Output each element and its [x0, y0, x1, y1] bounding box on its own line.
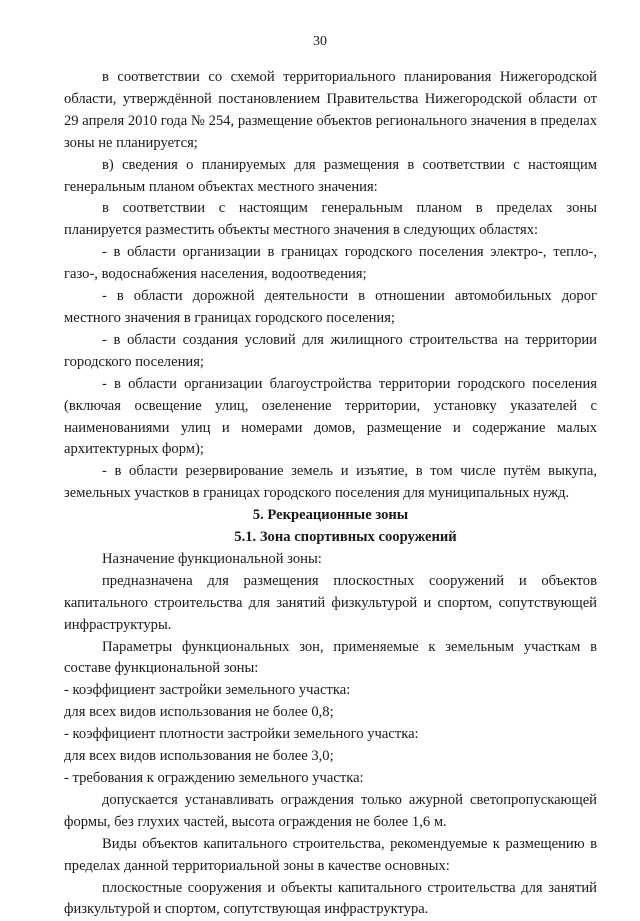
list-item: - коэффициент застройки земельного участка:: [64, 682, 351, 699]
list-item: - в области дорожной деятельности в отношении автомобильных дорог местного значения в границах городского поселения;: [64, 288, 597, 326]
list-item: - в области организации в границах городского поселения электро-, тепло-, газо-, водоснабжения населения, водоотведения;: [64, 244, 597, 283]
list-item: - в области создания условий для жилищного строительства на территории городского поселения;: [64, 331, 597, 370]
paragraph: предназначена для размещения плоскостных сооружений и объектов капитального строительства для занятий физкультурой и спортом, сопутствующей инфраструктуры.: [64, 572, 597, 633]
paragraph: плоскостные сооружения и объекты капитального строительства для занятий физкультурой и спортом, сопутствующая инфраструктура.: [64, 879, 597, 918]
document-body: [64, 67, 597, 921]
paragraph: в соответствии с настоящим генеральным планом в пределах зоны планируется разместить объекты местного значения в следующих областях:: [64, 200, 597, 239]
paragraph: для всех видов использования не более 3,0;: [64, 748, 334, 765]
paragraph: допускается устанавливать ограждения только ажурной светопропускающей формы, без глухих частей, высота ограждения не более 1,6 м.: [64, 791, 597, 830]
subsection-heading: 5.1. Зона спортивных сооружений: [234, 529, 457, 546]
list-item: - требования к ограждению земельного участка:: [64, 770, 364, 786]
paragraph: в соответствии со схемой территориального планирования Нижегородской области, утверждённой постановлением Правительства Нижегородской области от 29 апреля 2010 года № 254, размещение объектов регионального значения в пределах зоны не планируется;: [64, 69, 597, 151]
paragraph: для всех видов использования не более 0,8;: [64, 704, 334, 721]
paragraph: Виды объектов капитального строительства, рекомендуемые к размещению в пределах данной территориальной зоны в качестве основных:: [64, 835, 597, 874]
page-number: 30: [313, 34, 327, 49]
paragraph: Назначение функциональной зоны:: [102, 550, 322, 567]
list-item: - коэффициент плотности застройки земельного участка:: [64, 726, 419, 743]
paragraph: в) сведения о планируемых для размещения в соответствии с настоящим генеральным планом объектах местного значения:: [64, 156, 597, 195]
list-item: - в области организации благоустройства территории городского поселения (включая освещение улиц, озеленение территории, установку указателей с наименованиями улиц и номерами домов, размещение и содержание малых архитектурных форм);: [64, 375, 597, 458]
section-heading: 5. Рекреационные зоны: [252, 507, 409, 524]
list-item: - в области резервирование земель и изъятие, в том числе путём выкупа, земельных участков в границах городского поселения для муниципальных нужд.: [64, 463, 597, 502]
paragraph: Параметры функциональных зон, применяемые к земельным участкам в составе функциональной зоны:: [64, 638, 597, 677]
